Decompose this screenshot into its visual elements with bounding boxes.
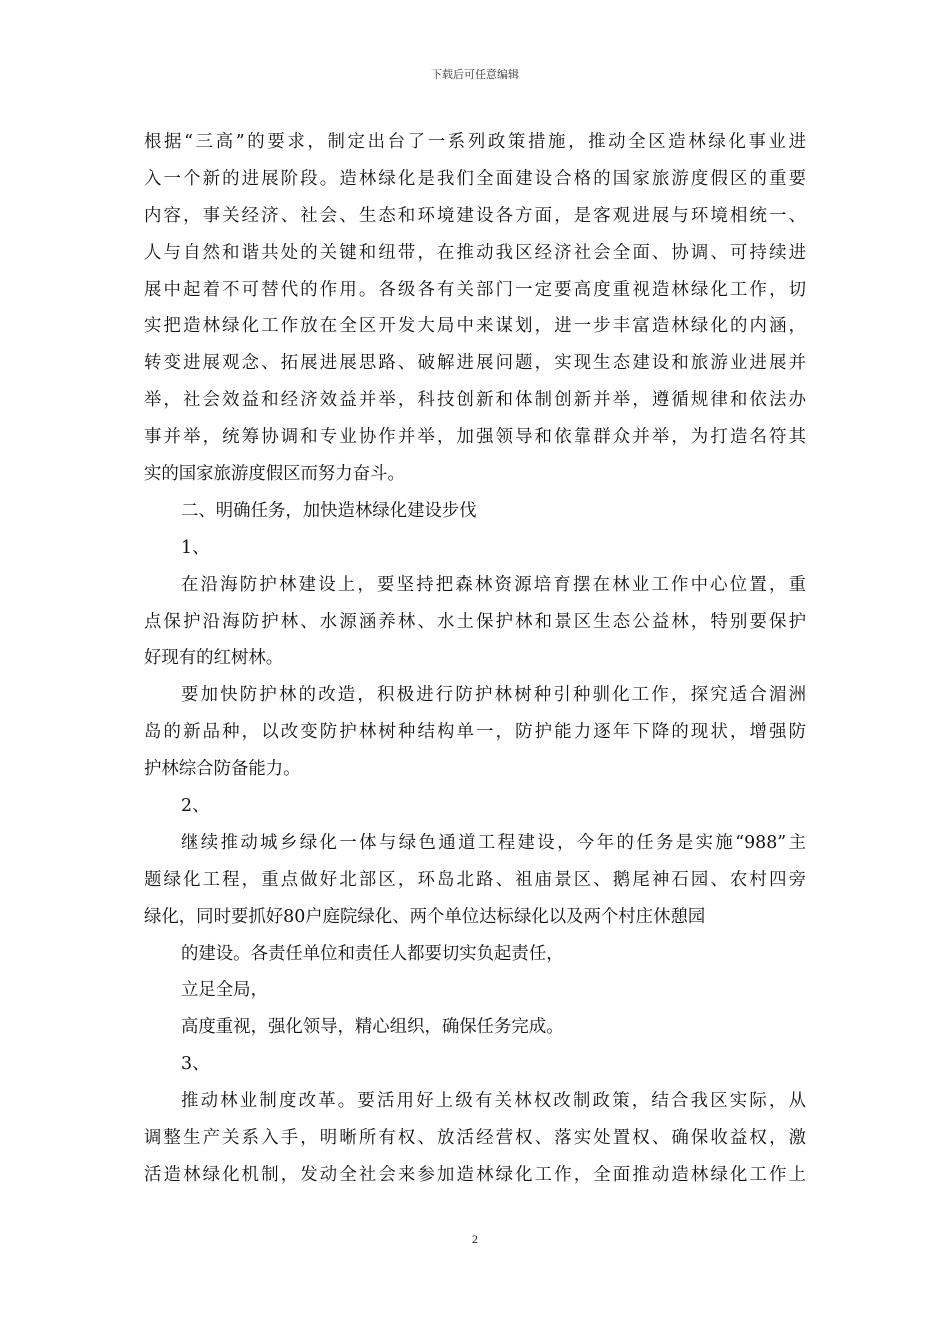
- text-line: 转变进展观念、拓展进展思路、破解进展问题，实现生态建设和旅游业进展并: [144, 353, 806, 374]
- text-line: 根据“三高”的要求，制定出台了一系列政策措施，推动全区造林绿化事业进: [144, 132, 806, 152]
- page-header: 下载后可任意编辑: [431, 68, 519, 81]
- text-line: 好现有的红树林。: [144, 648, 284, 669]
- item-number: 2、: [181, 796, 210, 817]
- item-number: 3、: [181, 1054, 210, 1075]
- text-line: 内容，事关经济、社会、生态和环境建设各方面，是客观进展与环境相统一、: [144, 205, 806, 226]
- document-body: [144, 124, 806, 1194]
- text-line: 推动林业制度改革。要活用好上级有关林权改制政策，结合我区实际，从: [181, 1091, 806, 1112]
- text-line: 事并举，统筹协调和专业协作并举，加强领导和依靠群众并举，为打造名符其: [144, 427, 806, 448]
- text-line: 题绿化工程，重点做好北部区，环岛北路、祖庙景区、鹅尾神石园、农村四旁: [144, 869, 806, 890]
- text-line: 在沿海防护林建设上，要坚持把森林资源培育摆在林业工作中心位置，重: [181, 574, 806, 595]
- text-line: 展中起着不可替代的作用。各级各有关部门一定要高度重视造林绿化工作，切: [144, 279, 806, 300]
- text-line: 入一个新的进展阶段。造林绿化是我们全面建设合格的国家旅游度假区的重要: [144, 168, 806, 189]
- text-line: 调整生产关系入手，明晰所有权、放活经营权、落实处置权、确保收益权，激: [144, 1128, 806, 1149]
- text-line: 点保护沿海防护林、水源涵养林、水土保护林和景区生态公益林，特别要保护: [144, 611, 806, 632]
- text-line: 立足全局，: [181, 980, 268, 1001]
- text-line: 岛的新品种，以改变防护林树种结构单一，防护能力逐年下降的现状，增强防: [144, 722, 806, 743]
- item-number: 1、: [181, 537, 210, 558]
- text-line: 绿化，同时要抓好80户庭院绿化、两个单位达标绿化以及两个村庄休憩园: [144, 906, 706, 927]
- text-line: 的建设。各责任单位和责任人都要切实负起责任，: [181, 943, 564, 964]
- text-line: 实把造林绿化工作放在全区开发大局中来谋划，进一步丰富造林绿化的内涵，: [144, 316, 806, 337]
- text-line: 人与自然和谐共处的关键和纽带，在推动我区经济社会全面、协调、可持续进: [144, 242, 806, 263]
- text-line: 举，社会效益和经济效益并举，科技创新和体制创新并举，遵循规律和依法办: [144, 390, 806, 411]
- text-line: 活造林绿化机制，发动全社会来参加造林绿化工作，全面推动造林绿化工作上: [144, 1164, 806, 1185]
- text-line: 实的国家旅游度假区而努力奋斗。: [144, 464, 405, 485]
- text-line: 继续推动城乡绿化一体与绿色通道工程建设，今年的任务是实施“988”主: [181, 832, 806, 853]
- page-number: 2: [472, 1232, 478, 1246]
- section-heading: 二、明确任务，加快造林绿化建设步伐: [181, 500, 477, 521]
- text-line: 要加快防护林的改造，积极进行防护林树种引种驯化工作，探究适合湄洲: [181, 685, 806, 706]
- text-line: 护林综合防备能力。: [144, 759, 301, 780]
- text-line: 高度重视，强化领导，精心组织，确保任务完成。: [181, 1017, 564, 1038]
